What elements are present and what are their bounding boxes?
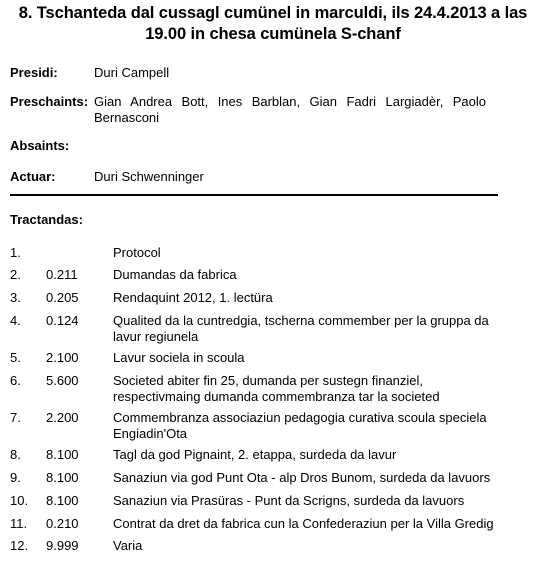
agenda-number: 2. bbox=[10, 267, 21, 282]
agenda-text: Dumandas da fabrica bbox=[113, 267, 237, 282]
actuar-value: Duri Schwenninger bbox=[94, 169, 204, 184]
agenda-number: 1. bbox=[10, 245, 21, 260]
agenda-text: Sanaziun via god Punt Ota - alp Dros Bunom, surdeda da lavuors bbox=[113, 470, 491, 485]
agenda-code: 8.100 bbox=[46, 493, 79, 508]
agenda-code: 8.100 bbox=[46, 447, 79, 462]
absaints-label: Absaints: bbox=[10, 138, 70, 153]
agenda-number: 8. bbox=[10, 447, 21, 462]
preschaints-value: Gian Andrea Bott, Ines Barblan, Gian Fadri Largiadèr, Paolo Bernasconi bbox=[94, 94, 486, 125]
agenda-text: Varia bbox=[113, 538, 143, 553]
agenda-code: 5.600 bbox=[46, 373, 79, 388]
tractandas-heading: Tractandas: bbox=[10, 212, 83, 227]
agenda-code: 2.100 bbox=[46, 350, 79, 365]
agenda-number: 10. bbox=[10, 493, 29, 508]
agenda-code: 0.210 bbox=[46, 516, 79, 531]
agenda-code: 8.100 bbox=[46, 470, 79, 485]
actuar-label: Actuar: bbox=[10, 169, 56, 184]
agenda-code: 0.205 bbox=[46, 290, 79, 305]
presidi-label: Presidi: bbox=[10, 65, 58, 80]
meta-preschaints bbox=[10, 94, 490, 128]
agenda-number: 6. bbox=[10, 373, 21, 388]
agenda-text: Sanaziun via Prasüras - Punt da Scrigns, surdeda da lavuors bbox=[113, 493, 465, 508]
agenda-text: Commembranza associaziun pedagogia curativa scoula speciela Engiadin'Ota bbox=[113, 410, 487, 441]
separator-rule bbox=[10, 194, 498, 196]
agenda-text: Societed abiter fin 25, dumanda per sustegn finanziel, respectivmaing dumanda commembranza tar la societed bbox=[113, 373, 440, 404]
agenda-number: 9. bbox=[10, 470, 21, 485]
agenda-number: 11. bbox=[10, 516, 28, 531]
agenda-number: 4. bbox=[10, 313, 21, 328]
agenda-text: Qualited da la cuntredgia, tscherna commember per la gruppa da lavur regiunela bbox=[113, 313, 489, 344]
agenda-number: 3. bbox=[10, 290, 21, 305]
presidi-value: Duri Campell bbox=[94, 65, 170, 80]
agenda-text: Contrat da dret da fabrica cun la Confederaziun per la Villa Gredig bbox=[113, 516, 494, 531]
agenda-text: Protocol bbox=[113, 245, 161, 260]
agenda-code: 0.124 bbox=[46, 313, 79, 328]
agenda-code: 9.999 bbox=[46, 538, 79, 553]
agenda-number: 12. bbox=[10, 538, 29, 553]
agenda-text: Tagl da god Pignaint, 2. etappa, surdeda da lavur bbox=[113, 447, 397, 462]
preschaints-label: Preschaints: bbox=[10, 94, 89, 109]
agenda-text: Lavur sociela in scoula bbox=[113, 350, 245, 365]
agenda-number: 5. bbox=[10, 350, 21, 365]
document-title: 8. Tschanteda dal cussagl cumünel in marculdi, ils 24.4.2013 a las 19.00 in chesa cumünela S-chanf bbox=[18, 4, 528, 43]
agenda-code: 2.200 bbox=[46, 410, 79, 425]
agenda-number: 7. bbox=[10, 410, 21, 425]
agenda-text: Rendaquint 2012, 1. lectüra bbox=[113, 290, 273, 305]
agenda-code: 0.211 bbox=[46, 267, 78, 282]
